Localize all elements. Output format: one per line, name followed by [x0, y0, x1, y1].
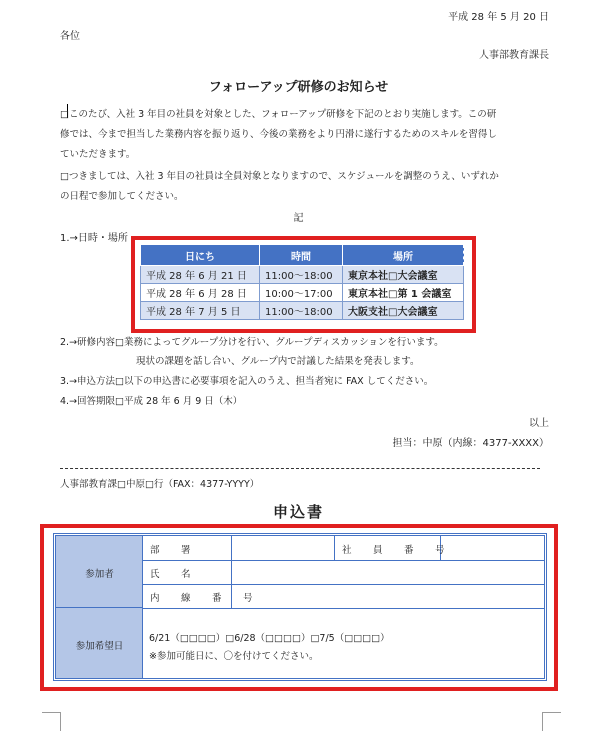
schedule-time: 11:00～18:00 — [260, 266, 343, 284]
extension-label: 内 線 番 号 — [150, 593, 259, 604]
crop-mark-bottom-right — [542, 712, 561, 731]
employee-number-label: 社 員 番 号 — [342, 545, 451, 556]
schedule-date: 平成 28 年 6 月 21 日 — [141, 266, 260, 284]
contact: 担当：中原（内線：4377-XXXX） — [392, 438, 549, 449]
name-label: 氏 名 — [150, 569, 197, 580]
item-3: 3.→申込方法□以下の申込書に必要事項を記入のうえ、担当者宛に FAX してください。 — [60, 376, 434, 387]
body-line-4: □つきましては、入社 3 年目の社員は全員対象となりますので、スケジュールを調整のうえ、いずれか — [60, 171, 499, 182]
schedule-place: 大阪支社□大会議室 — [343, 302, 464, 320]
body-line-2: 修では、今まで担当した業務内容を振り返り、今後の業務をより円滑に遂行するためのスキルを習得し — [60, 129, 497, 140]
item-2: 2.→研修内容□業務によってグループ分けを行い、グループディスカッションを行います。 — [60, 337, 444, 348]
crop-mark-bottom-left — [42, 712, 61, 731]
schedule-time: 10:00～17:00 — [260, 284, 343, 302]
schedule-highlight-box — [131, 236, 476, 333]
schedule-date: 平成 28 年 7 月 5 日 — [141, 302, 260, 320]
fax-line: 人事部教育課□中原□行（FAX：4377-YYYY） — [60, 479, 260, 490]
schedule-place: 東京本社□大会議室 — [343, 266, 464, 284]
item-1: 1.→日時・場所 — [60, 233, 128, 244]
schedule-place: 東京本社□第 1 会議室 — [343, 284, 464, 302]
preferred-dates-options[interactable]: 6/21（□□□□）□6/28（□□□□）□7/5（□□□□） — [149, 633, 390, 644]
sender: 人事部教育課長 — [479, 50, 549, 61]
department-label: 部 署 — [150, 545, 197, 556]
document-title: フォローアップ研修のお知らせ — [208, 80, 389, 95]
cut-line — [60, 468, 540, 469]
document-date: 平成 28 年 5 月 20 日 — [448, 12, 549, 23]
item-2-continued: 現状の課題を話し合い、グループ内で討議した結果を発表します。 — [136, 356, 420, 367]
recipient: 各位 — [60, 31, 80, 42]
form-highlight-box — [40, 524, 558, 691]
preferred-dates-note: ※参加可能日に、〇を付けてください。 — [149, 651, 319, 662]
ki-heading: 記 — [293, 213, 304, 224]
schedule-date: 平成 28 年 6 月 28 日 — [141, 284, 260, 302]
schedule-time: 11:00～18:00 — [260, 302, 343, 320]
schedule-header-place: 場所 — [343, 245, 464, 266]
item-4: 4.→回答期限□平成 28 年 6 月 9 日（木） — [60, 396, 243, 407]
participant-label: 参加者 — [85, 569, 114, 580]
body-line-5: の日程で参加してください。 — [60, 191, 184, 202]
schedule-header-date: 日にち — [141, 245, 260, 266]
closing-ijo: 以上 — [529, 418, 549, 429]
form-title: 申込書 — [272, 503, 324, 521]
schedule-header-time: 時間 — [260, 245, 343, 266]
preferred-date-label: 参加希望日 — [75, 641, 124, 652]
body-line-3: ていただきます。 — [60, 149, 136, 160]
body-line-1: □このたび、入社 3 年目の社員を対象とした、フォローアップ研修を下記のとおり実施します。この研 — [60, 109, 497, 120]
